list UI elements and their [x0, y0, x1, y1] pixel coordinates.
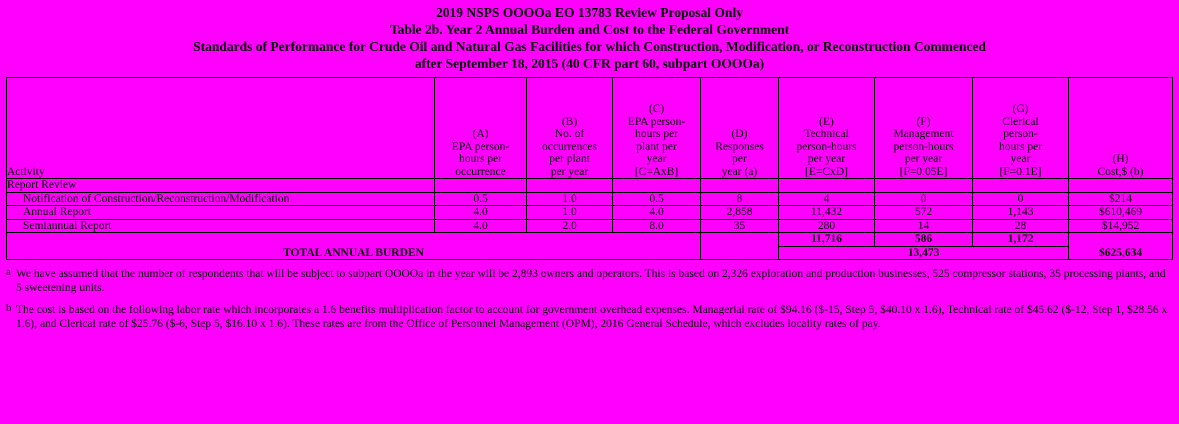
- cell-semiannual-f: 14: [875, 219, 973, 233]
- cell-notification-e: 4: [779, 192, 875, 206]
- footnote-a: [6, 268, 1173, 295]
- column-header-b: (B) No. of occurrences per plant per year: [527, 78, 613, 179]
- table-row: [7, 219, 1173, 233]
- cell-notification-b: 1.0: [527, 192, 613, 206]
- title-line-3: Standards of Performance for Crude Oil and Natural Gas Facilities for which Construction, Modification, or Reconstruction Commenced: [193, 39, 986, 54]
- cell-notification-f: 0: [875, 192, 973, 206]
- cell-semiannual-g: 28: [973, 219, 1069, 233]
- cell-notification-h: $214: [1069, 192, 1173, 206]
- total-cost: $625,634: [1069, 233, 1173, 260]
- section-cell-f: [875, 179, 973, 193]
- grand-total-hours: 13,473: [779, 246, 1069, 260]
- cell-semiannual-c: 8.0: [613, 219, 701, 233]
- title-line-1: 2019 NSPS OOOOa EO 13783 Review Proposal Only: [436, 5, 743, 20]
- cell-notification-d: 8: [701, 192, 779, 206]
- cell-annual-h: $610,469: [1069, 206, 1173, 220]
- row-label-annual-report: Annual Report: [7, 206, 435, 220]
- section-cell-h: [1069, 179, 1173, 193]
- cell-annual-d: 2,858: [701, 206, 779, 220]
- column-header-a: (A) EPA person- hours per occurrence: [435, 78, 527, 179]
- table-row: [7, 206, 1173, 220]
- section-cell-d: [701, 179, 779, 193]
- cell-semiannual-d: 35: [701, 219, 779, 233]
- activity-column-header: Activity: [7, 78, 435, 179]
- column-header-d: (D) Responses per year (a): [701, 78, 779, 179]
- footnote-a-text: We have assumed that the number of respondents that will be subject to subpart OOOOa in the year will be 2,893 owners and operators. This is based on 2,326 exploration and production businesses, 525 compressor stations, 35 processing plants, and 5 sweetening units.: [16, 268, 1166, 294]
- cell-semiannual-h: $14,952: [1069, 219, 1173, 233]
- column-header-c: (C) EPA person- hours per plant per year [C=AxB]: [613, 78, 701, 179]
- column-header-g: (G) Clerical person- hours per year [F=0.1E]: [973, 78, 1069, 179]
- cell-notification-g: 0: [973, 192, 1069, 206]
- document-title-block: [6, 4, 1173, 72]
- cell-annual-c: 4.0: [613, 206, 701, 220]
- footnote-a-mark: a: [6, 266, 11, 278]
- total-annual-burden-row: [7, 233, 1173, 247]
- footnote-b-mark: b: [6, 302, 12, 314]
- cell-notification-a: 0.5: [435, 192, 527, 206]
- total-blank-cell: [701, 233, 779, 260]
- title-line-2: Table 2b. Year 2 Annual Burden and Cost to the Federal Government: [389, 22, 790, 37]
- column-header-h: (H) Cost,$ (b): [1069, 78, 1173, 179]
- cell-annual-b: 1.0: [527, 206, 613, 220]
- cell-semiannual-e: 280: [779, 219, 875, 233]
- total-technical-hours: 11,716: [779, 233, 875, 247]
- table-header-row: [7, 78, 1173, 179]
- total-clerical-hours: 1,172: [973, 233, 1069, 247]
- cell-semiannual-a: 4.0: [435, 219, 527, 233]
- section-label: Report Review: [7, 179, 435, 193]
- cell-annual-g: 1,143: [973, 206, 1069, 220]
- column-header-e: (E) Technical person-hours per year [E=CxD]: [779, 78, 875, 179]
- footnote-b: [6, 304, 1173, 331]
- cell-semiannual-b: 2.0: [527, 219, 613, 233]
- section-cell-b: [527, 179, 613, 193]
- section-cell-e: [779, 179, 875, 193]
- section-cell-a: [435, 179, 527, 193]
- cell-annual-a: 4.0: [435, 206, 527, 220]
- row-label-semiannual-report: Semiannual Report: [7, 219, 435, 233]
- burden-cost-table: [6, 77, 1173, 260]
- column-header-f: (F) Management person-hours per year [F=0.05E]: [875, 78, 973, 179]
- title-line-4: after September 18, 2015 (40 CFR part 60, subpart OOOOa): [414, 56, 765, 71]
- footnotes: [6, 268, 1173, 331]
- footnote-b-text: The cost is based on the following labor rate which incorporates a 1.6 benefits multiplication factor to account for government overhead expenses. Managerial rate of $94.16 ($-15, Step 5, $40.10 x 1.6), Technical rate of $45.62 ($-12, Step 1, $28.56 x 1.6), and Clerical rate of $25.76 ($-6, Step 5, $16.10 x 1.6). These rates are from the Office of Personnel Management (OPM), 2016 General Schedule, which excludes locality rates of pay.: [16, 304, 1168, 330]
- table-row: [7, 192, 1173, 206]
- cell-notification-c: 0.5: [613, 192, 701, 206]
- total-management-hours: 586: [875, 233, 973, 247]
- table-section-row: [7, 179, 1173, 193]
- cell-annual-f: 572: [875, 206, 973, 220]
- cell-annual-e: 11,432: [779, 206, 875, 220]
- total-annual-burden-label: TOTAL ANNUAL BURDEN: [7, 233, 701, 260]
- section-cell-c: [613, 179, 701, 193]
- section-cell-g: [973, 179, 1069, 193]
- row-label-notification: Notification of Construction/Reconstruction/Modification: [7, 192, 435, 206]
